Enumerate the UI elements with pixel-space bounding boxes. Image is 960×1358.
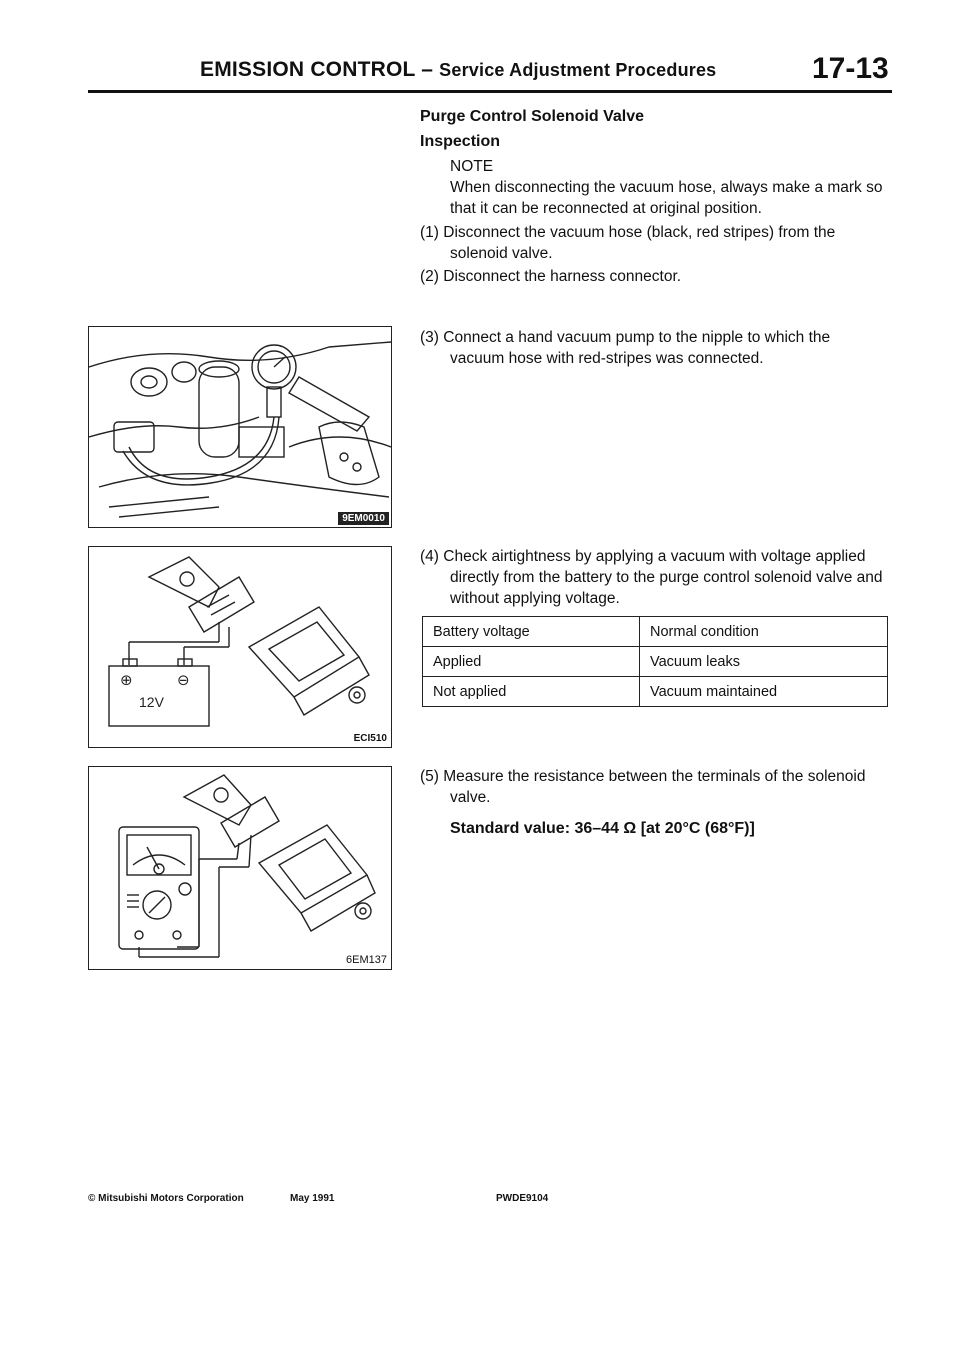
- table-cell: Vacuum leaks: [640, 647, 888, 677]
- table-cell: Vacuum maintained: [640, 677, 888, 707]
- step-5-block: [420, 766, 888, 839]
- standard-value: Standard value: 36–44 Ω [at 20°C (68°F)]: [450, 820, 755, 837]
- battery-voltage-label: 12V: [139, 694, 164, 710]
- figure-resistance-test: [88, 766, 392, 970]
- table-header-cell: Battery voltage: [423, 617, 640, 647]
- minus-terminal-icon: ⊖: [177, 671, 190, 689]
- airtightness-table: [422, 616, 888, 707]
- figure-battery-test: [88, 546, 392, 748]
- table-row: [423, 677, 888, 707]
- header-rule: [88, 90, 892, 93]
- step-4-block: [420, 546, 888, 611]
- step-3: (3) Connect a hand vacuum pump to the nipple to which the vacuum hose with red-stripes was connected.: [420, 329, 831, 367]
- footer-date: May 1991: [290, 1193, 335, 1204]
- step-1: (1) Disconnect the vacuum hose (black, red stripes) from the solenoid valve.: [420, 224, 836, 262]
- figure-code: ECI510: [353, 733, 387, 744]
- section-title: EMISSION CONTROL: [200, 58, 416, 81]
- intro-block: [420, 106, 888, 289]
- ohmmeter-illustration: [89, 767, 391, 969]
- subsection-title: Service Adjustment Procedures: [439, 60, 717, 80]
- note-text: When disconnecting the vacuum hose, always make a mark so that it can be reconnected at original position.: [450, 179, 883, 217]
- footer-code: PWDE9104: [496, 1193, 549, 1204]
- section-subheading: Inspection: [420, 133, 501, 150]
- table-cell: Not applied: [423, 677, 640, 707]
- step-4: (4) Check airtightness by applying a vacuum with voltage applied directly from the battery to the purge control solenoid valve and without applying voltage.: [420, 548, 883, 607]
- header-title: [200, 58, 716, 82]
- table-header-row: [423, 617, 888, 647]
- table-header-cell: Normal condition: [640, 617, 888, 647]
- step-3-block: [420, 327, 888, 371]
- step-2: (2) Disconnect the harness connector.: [420, 268, 682, 285]
- figure-code: 6EM137: [346, 954, 387, 966]
- battery-circuit-illustration: [89, 547, 391, 747]
- table-cell: Applied: [423, 647, 640, 677]
- step-5: (5) Measure the resistance between the terminals of the solenoid valve.: [420, 768, 866, 806]
- section-heading: Purge Control Solenoid Valve: [420, 108, 645, 125]
- plus-terminal-icon: ⊕: [120, 671, 133, 689]
- figure-code: 9EM0010: [338, 512, 389, 525]
- engine-bay-illustration: [89, 327, 391, 527]
- title-dash: –: [421, 58, 434, 81]
- footer-copyright: © Mitsubishi Motors Corporation: [88, 1193, 244, 1204]
- table-row: [423, 647, 888, 677]
- figure-vacuum-pump-connection: [88, 326, 392, 528]
- page-number: 17-13: [812, 52, 889, 85]
- note-title: NOTE: [450, 158, 494, 175]
